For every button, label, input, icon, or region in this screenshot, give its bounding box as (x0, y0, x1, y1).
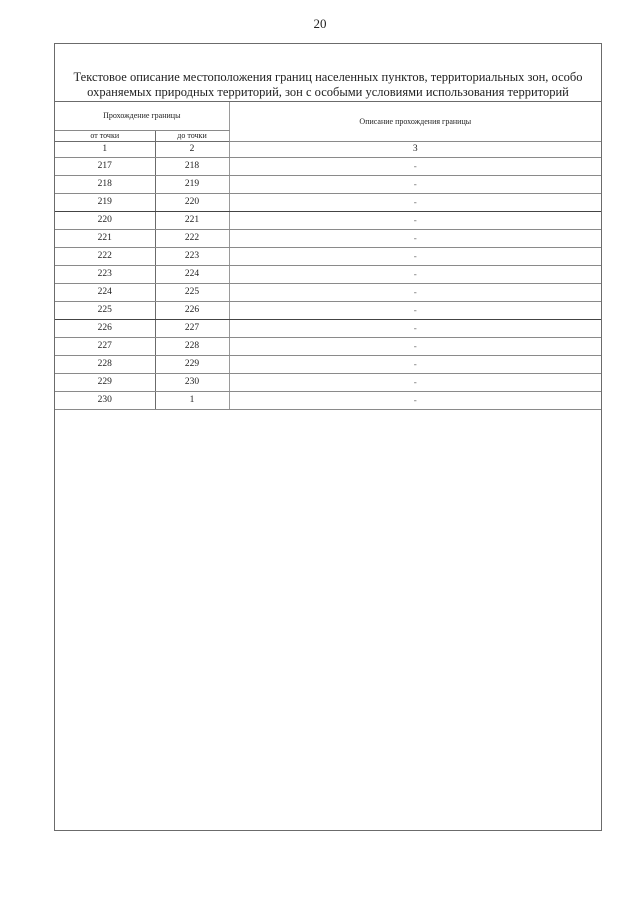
column-number-2: 2 (155, 142, 229, 158)
table-row (55, 338, 601, 356)
from-point-cell: 217 (55, 158, 155, 176)
from-point-cell: 225 (55, 302, 155, 320)
header-to-point: до точки (155, 131, 229, 142)
from-point-cell: 224 (55, 284, 155, 302)
description-cell: - (229, 248, 601, 266)
description-cell: - (229, 374, 601, 392)
document-frame (54, 43, 602, 831)
table-row (55, 266, 601, 284)
to-point-cell: 227 (155, 320, 229, 338)
table-row (55, 284, 601, 302)
from-point-cell: 221 (55, 230, 155, 248)
description-cell: - (229, 356, 601, 374)
from-point-cell: 222 (55, 248, 155, 266)
from-point-cell: 226 (55, 320, 155, 338)
to-point-cell: 222 (155, 230, 229, 248)
from-point-cell: 230 (55, 392, 155, 410)
from-point-cell: 228 (55, 356, 155, 374)
to-point-cell: 226 (155, 302, 229, 320)
to-point-cell: 1 (155, 392, 229, 410)
to-point-cell: 225 (155, 284, 229, 302)
from-point-cell: 220 (55, 212, 155, 230)
boundary-table (55, 102, 601, 410)
description-cell: - (229, 338, 601, 356)
title-line-2: охраняемых природных территорий, зон с особыми условиями использования территорий (87, 85, 569, 99)
table-row (55, 158, 601, 176)
table-row (55, 230, 601, 248)
table-row (55, 302, 601, 320)
description-cell: - (229, 194, 601, 212)
table-row (55, 356, 601, 374)
description-cell: - (229, 284, 601, 302)
to-point-cell: 230 (155, 374, 229, 392)
description-cell: - (229, 176, 601, 194)
from-point-cell: 218 (55, 176, 155, 194)
header-boundary-passage: Прохождение границы (55, 102, 229, 131)
column-number-3: 3 (229, 142, 601, 158)
title-line-1: Текстовое описание местоположения границ населенных пунктов, территориальных зон, особо (73, 70, 583, 84)
header-description: Описание прохождения границы (229, 102, 601, 142)
from-point-cell: 219 (55, 194, 155, 212)
document-title (55, 70, 601, 100)
table-row (55, 320, 601, 338)
to-point-cell: 228 (155, 338, 229, 356)
table-row (55, 212, 601, 230)
to-point-cell: 229 (155, 356, 229, 374)
page-number: 20 (313, 16, 327, 31)
table-row (55, 392, 601, 410)
description-cell: - (229, 302, 601, 320)
table-row (55, 248, 601, 266)
to-point-cell: 218 (155, 158, 229, 176)
header-row-numbers (55, 142, 601, 158)
description-cell: - (229, 212, 601, 230)
table-row (55, 176, 601, 194)
description-cell: - (229, 320, 601, 338)
to-point-cell: 223 (155, 248, 229, 266)
to-point-cell: 220 (155, 194, 229, 212)
to-point-cell: 219 (155, 176, 229, 194)
description-cell: - (229, 230, 601, 248)
header-row-group (55, 102, 601, 131)
table-row (55, 374, 601, 392)
description-cell: - (229, 158, 601, 176)
table-row (55, 194, 601, 212)
description-cell: - (229, 266, 601, 284)
header-from-point: от точки (55, 131, 155, 142)
from-point-cell: 223 (55, 266, 155, 284)
from-point-cell: 229 (55, 374, 155, 392)
to-point-cell: 221 (155, 212, 229, 230)
column-number-1: 1 (55, 142, 155, 158)
description-cell: - (229, 392, 601, 410)
from-point-cell: 227 (55, 338, 155, 356)
to-point-cell: 224 (155, 266, 229, 284)
